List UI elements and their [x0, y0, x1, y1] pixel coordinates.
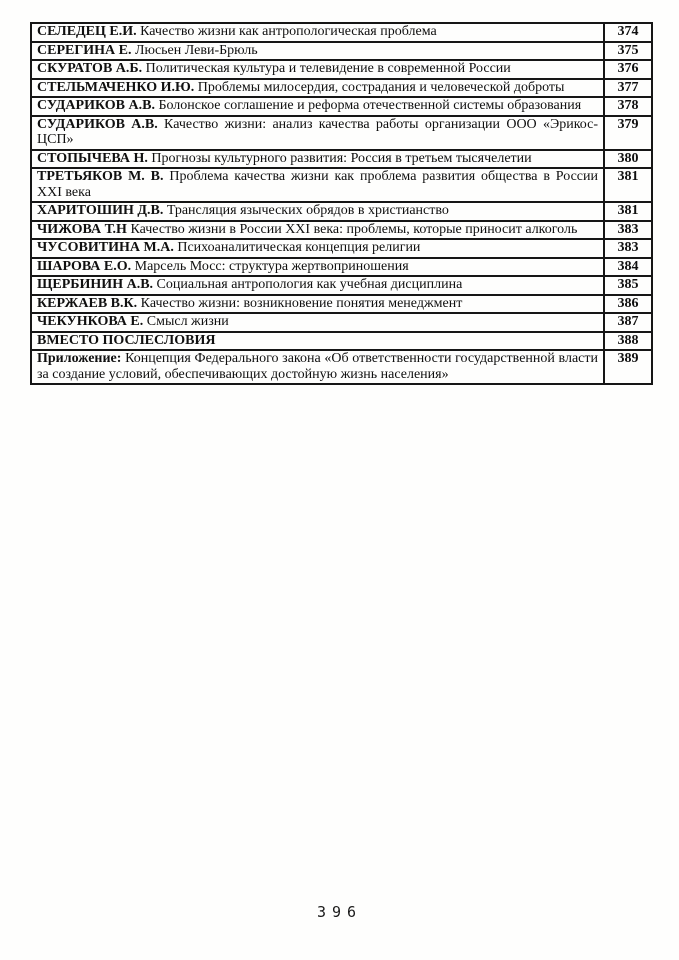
- entry-title: Психоаналитическая концепция религии: [177, 240, 421, 255]
- entry-title: Смысл жизни: [146, 314, 229, 329]
- toc-table: [30, 22, 653, 385]
- entry-page-number: 383: [604, 221, 652, 240]
- toc-entry-cell: [31, 150, 604, 169]
- toc-row: [31, 150, 652, 169]
- entry-page-number: 375: [604, 42, 652, 61]
- entry-author: СТОПЫЧЕВА Н.: [37, 150, 148, 166]
- entry-title: Политическая культура и телевидение в современной России: [145, 61, 511, 76]
- entry-page-number: 377: [604, 79, 652, 98]
- entry-title: Проблемы милосердия, сострадания и человеческой доброты: [197, 79, 565, 95]
- entry-author: ЩЕРБИНИН А.В.: [37, 277, 154, 292]
- entry-title: Качество жизни: возникновение понятия менеджмент: [140, 295, 463, 311]
- toc-entry-cell: [31, 79, 604, 98]
- entry-title: Качество жизни как антропологическая проблема: [140, 24, 437, 39]
- entry-page-number: 388: [604, 332, 652, 351]
- toc-row: [31, 116, 652, 150]
- toc-entry-cell: [31, 239, 604, 258]
- entry-author: СКУРАТОВ А.Б.: [37, 61, 143, 76]
- toc-table-body: [31, 23, 652, 384]
- entry-page-number: 383: [604, 239, 652, 258]
- entry-page-number: 381: [604, 168, 652, 202]
- entry-author: ЧУСОВИТИНА М.А.: [37, 240, 174, 255]
- toc-row: [31, 295, 652, 314]
- toc-row: [31, 350, 652, 384]
- entry-page-number: 389: [604, 350, 652, 384]
- toc-entry-cell: [31, 332, 604, 351]
- toc-row: [31, 258, 652, 277]
- toc-row: [31, 239, 652, 258]
- toc-entry-cell: [31, 258, 604, 277]
- entry-page-number: 384: [604, 258, 652, 277]
- entry-page-number: 378: [604, 97, 652, 116]
- entry-title: Проблема качества жизни как проблема развития общества в России XXI века: [37, 169, 598, 200]
- entry-author: Приложение:: [37, 351, 122, 366]
- entry-page-number: 379: [604, 116, 652, 150]
- toc-row: [31, 276, 652, 295]
- toc-entry-cell: [31, 23, 604, 42]
- toc-row: [31, 42, 652, 61]
- entry-page-number: 374: [604, 23, 652, 42]
- entry-author: ЧЕКУНКОВА Е.: [37, 314, 144, 329]
- toc-row: [31, 60, 652, 79]
- entry-author: ТРЕТЬЯКОВ М. В.: [37, 169, 164, 184]
- toc-row: [31, 79, 652, 98]
- entry-title: Трансляция языческих обрядов в христианство: [166, 203, 449, 218]
- toc-entry-cell: [31, 295, 604, 314]
- toc-entry-cell: [31, 202, 604, 221]
- toc-row: [31, 202, 652, 221]
- entry-page-number: 386: [604, 295, 652, 314]
- toc-row: [31, 97, 652, 116]
- toc-entry-cell: [31, 313, 604, 332]
- page-number-footer: 396: [316, 903, 363, 921]
- toc-entry-cell: [31, 168, 604, 202]
- entry-page-number: 385: [604, 276, 652, 295]
- entry-title: Марсель Мосс: структура жертвоприношения: [134, 258, 409, 274]
- entry-page-number: 387: [604, 313, 652, 332]
- toc-entry-cell: [31, 350, 604, 384]
- entry-author: ШАРОВА Е.О.: [37, 258, 132, 274]
- entry-title: Болонское соглашение и реформа отечественной системы образования: [158, 98, 582, 113]
- entry-title: Прогнозы культурного развития: Россия в третьем тысячелетии: [151, 150, 532, 166]
- entry-title: Концепция Федерального закона «Об ответственности государственной власти за создание условий, обеспечивающих достойную жизнь населения»: [37, 351, 598, 382]
- entry-title: Люсьен Леви-Брюль: [134, 42, 258, 58]
- toc-entry-cell: [31, 116, 604, 150]
- toc-row: [31, 332, 652, 351]
- toc-row: [31, 221, 652, 240]
- entry-page-number: 380: [604, 150, 652, 169]
- toc-entry-cell: [31, 276, 604, 295]
- entry-author: СЕРЕГИНА Е.: [37, 42, 132, 58]
- entry-author: КЕРЖАЕВ В.К.: [37, 295, 138, 311]
- toc-row: [31, 168, 652, 202]
- toc-entry-cell: [31, 60, 604, 79]
- entry-page-number: 381: [604, 202, 652, 221]
- entry-title: Качество жизни в России XXI века: проблемы, которые приносит алкоголь: [130, 221, 578, 237]
- entry-author: ХАРИТОШИН Д.В.: [37, 203, 164, 218]
- entry-title: Качество жизни: анализ качества работы организации ООО «Эрикос-ЦСП»: [37, 116, 599, 147]
- entry-author: ЧИЖОВА Т.Н: [37, 221, 127, 237]
- toc-entry-cell: [31, 221, 604, 240]
- entry-author: СТЕЛЬМАЧЕНКО И.Ю.: [37, 79, 195, 95]
- entry-author: ВМЕСТО ПОСЛЕСЛОВИЯ: [37, 332, 216, 348]
- toc-entry-cell: [31, 97, 604, 116]
- toc-row: [31, 23, 652, 42]
- entry-author: СЕЛЕДЕЦ Е.И.: [37, 24, 137, 39]
- entry-author: СУДАРИКОВ А.В.: [37, 98, 155, 113]
- entry-page-number: 376: [604, 60, 652, 79]
- toc-entry-cell: [31, 42, 604, 61]
- toc-row: [31, 313, 652, 332]
- entry-author: СУДАРИКОВ А.В.: [37, 116, 158, 132]
- entry-title: Социальная антропология как учебная дисциплина: [156, 277, 463, 292]
